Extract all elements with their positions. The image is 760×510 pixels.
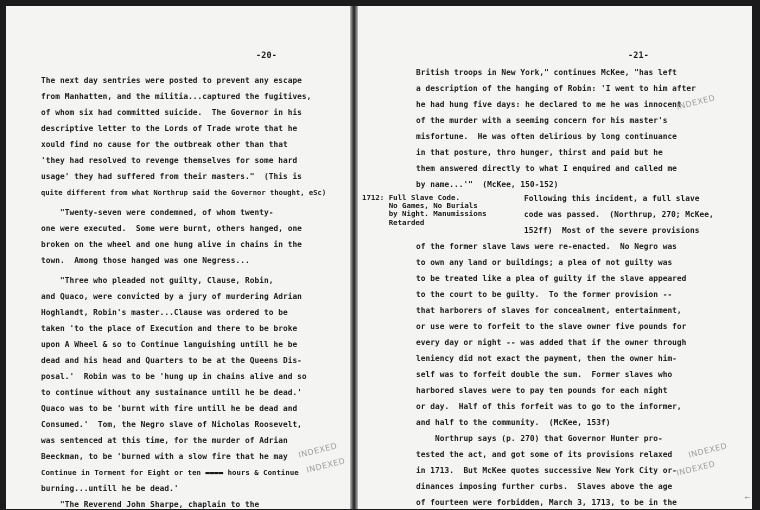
text-line: of whom six had committed suicide. The Governor in his bbox=[41, 108, 302, 117]
text-line: burning...untill he be dead.' bbox=[41, 484, 179, 493]
text-line: Continue in Torment for Eight or ten ▬▬▬▬ hours & Continue bbox=[41, 468, 299, 477]
indexed-stamp: INDEXED bbox=[297, 441, 339, 460]
text-line: xould find no cause for the outbreak other than that bbox=[41, 140, 288, 149]
text-line: leniency did not exact the payment, then the owner him- bbox=[416, 354, 677, 363]
text-line: Beeckman, to be 'burned with a slow fire that he may bbox=[41, 452, 288, 461]
margin-note: 1712: Full Slave Code. No Games, No Burials by Night. Manumissions Retarded bbox=[362, 193, 487, 227]
text-line: taken 'to the place of Execution and there to be broke bbox=[41, 324, 298, 333]
text-line: 152ff) Most of the severe provisions bbox=[524, 226, 700, 235]
text-line: them answered directly to what I enquired and called me bbox=[416, 164, 677, 173]
book-gutter bbox=[350, 6, 358, 509]
text-line: or day. Half of this forfeit was to go to the informer, bbox=[416, 402, 682, 411]
text-line: dead and his head and Quarters to be at the Queens Dis- bbox=[41, 356, 302, 365]
text-line: and Quaco, were convicted by a jury of murdering Adrian bbox=[41, 292, 302, 301]
text-line: to the court to be guilty. To the former provision -- bbox=[416, 290, 673, 299]
right-page bbox=[358, 6, 752, 509]
text-line: of the former slave laws were re-enacted. No Negro was bbox=[416, 242, 677, 251]
page-arrow-icon: ← bbox=[744, 493, 750, 503]
text-line: from Manhatten, and the militia...captured the fugitives, bbox=[41, 92, 312, 101]
page-number-right: -21- bbox=[628, 50, 649, 60]
text-line: Consumed.' Tom, the Negro slave of Nicholas Roosevelt, bbox=[41, 420, 302, 429]
text-line: Quaco was to be 'burnt with fire untill he be dead and bbox=[41, 404, 298, 413]
text-line: Northrup says (p. 270) that Governor Hunter pro- bbox=[416, 434, 663, 443]
text-line: tested the act, and got some of its provisions relaxed bbox=[416, 450, 673, 459]
indexed-stamp: INDEXED bbox=[675, 459, 717, 478]
text-line: to continue without any sustainance untill he be dead.' bbox=[41, 388, 302, 397]
text-line: and half to the community. (McKee, 153f) bbox=[416, 418, 611, 427]
text-line: by name...'" (McKee, 150-152) bbox=[416, 180, 559, 189]
left-page bbox=[6, 6, 350, 509]
indexed-stamp: INDEXED bbox=[675, 93, 717, 112]
text-line: 'they had resolved to revenge themselves for some hard bbox=[41, 156, 298, 165]
text-line: British troops in New York," continues McKee, "has left bbox=[416, 68, 677, 77]
text-line: broken on the wheel and one hung alive in chains in the bbox=[41, 240, 302, 249]
text-line: or use were to forfeit to the slave owner five pounds for bbox=[416, 322, 687, 331]
text-line: to own any land or buildings; a plea of not guilty was bbox=[416, 258, 673, 267]
text-line: misfortune. He was often delirious by long continuance bbox=[416, 132, 677, 141]
text-line: a description of the hanging of Robin: 'I went to him after bbox=[416, 84, 696, 93]
text-line: of the murder with a seeming concern for his master's bbox=[416, 116, 668, 125]
text-line: that harborers of slaves for concealment, entertainment, bbox=[416, 306, 682, 315]
text-line: "Twenty-seven were condemned, of whom twenty- bbox=[41, 208, 274, 217]
text-line: he had hung five days: he declared to me he was innocent bbox=[416, 100, 682, 109]
text-line: harbored slaves were to pay ten pounds for each night bbox=[416, 386, 668, 395]
text-line: descriptive letter to the Lords of Trade wrote that he bbox=[41, 124, 298, 133]
text-line: in 1713. But McKee quotes successive New York City or- bbox=[416, 466, 677, 475]
text-line: of fourteen were forbidden, March 3, 1713, to be in the bbox=[416, 498, 677, 507]
text-line: usage' they had suffered from their masters." (This is bbox=[41, 172, 302, 181]
text-line: "Three who pleaded not guilty, Clause, Robin, bbox=[41, 276, 274, 285]
indexed-stamp: INDEXED bbox=[305, 456, 347, 475]
page-number-left: -20- bbox=[256, 50, 277, 60]
text-line: Following this incident, a full slave bbox=[524, 194, 700, 203]
text-line: Hoghlandt, Robin's master...Clause was ordered to be bbox=[41, 308, 288, 317]
text-line: one were executed. Some were burnt, others hanged, one bbox=[41, 224, 302, 233]
text-line: quite different from what Northrup said the Governor thought, eSc) bbox=[41, 188, 327, 197]
text-line: The next day sentries were posted to prevent any escape bbox=[41, 76, 302, 85]
text-line: dinances imposing further curbs. Slaves above the age bbox=[416, 482, 673, 491]
text-line: self was to forfeit double the sum. Former slaves who bbox=[416, 370, 673, 379]
text-line: upon A Wheel & so to Continue languishing untill he be bbox=[41, 340, 298, 349]
text-line: to be treated like a plea of guilty if the slave appeared bbox=[416, 274, 687, 283]
text-line: "The Reverend John Sharpe, chaplain to the bbox=[41, 500, 260, 509]
text-line: in that posture, thro hunger, thirst and paid but he bbox=[416, 148, 663, 157]
text-line: every day or night -- was added that if the owner through bbox=[416, 338, 687, 347]
text-line: town. Among those hanged was one Negress... bbox=[41, 256, 250, 265]
text-line: code was passed. (Northrup, 270; McKee, bbox=[524, 210, 714, 219]
text-line: was sentenced at this time, for the murder of Adrian bbox=[41, 436, 288, 445]
indexed-stamp: INDEXED bbox=[687, 441, 729, 460]
text-line: posal.' Robin was to be 'hung up in chains alive and so bbox=[41, 372, 307, 381]
